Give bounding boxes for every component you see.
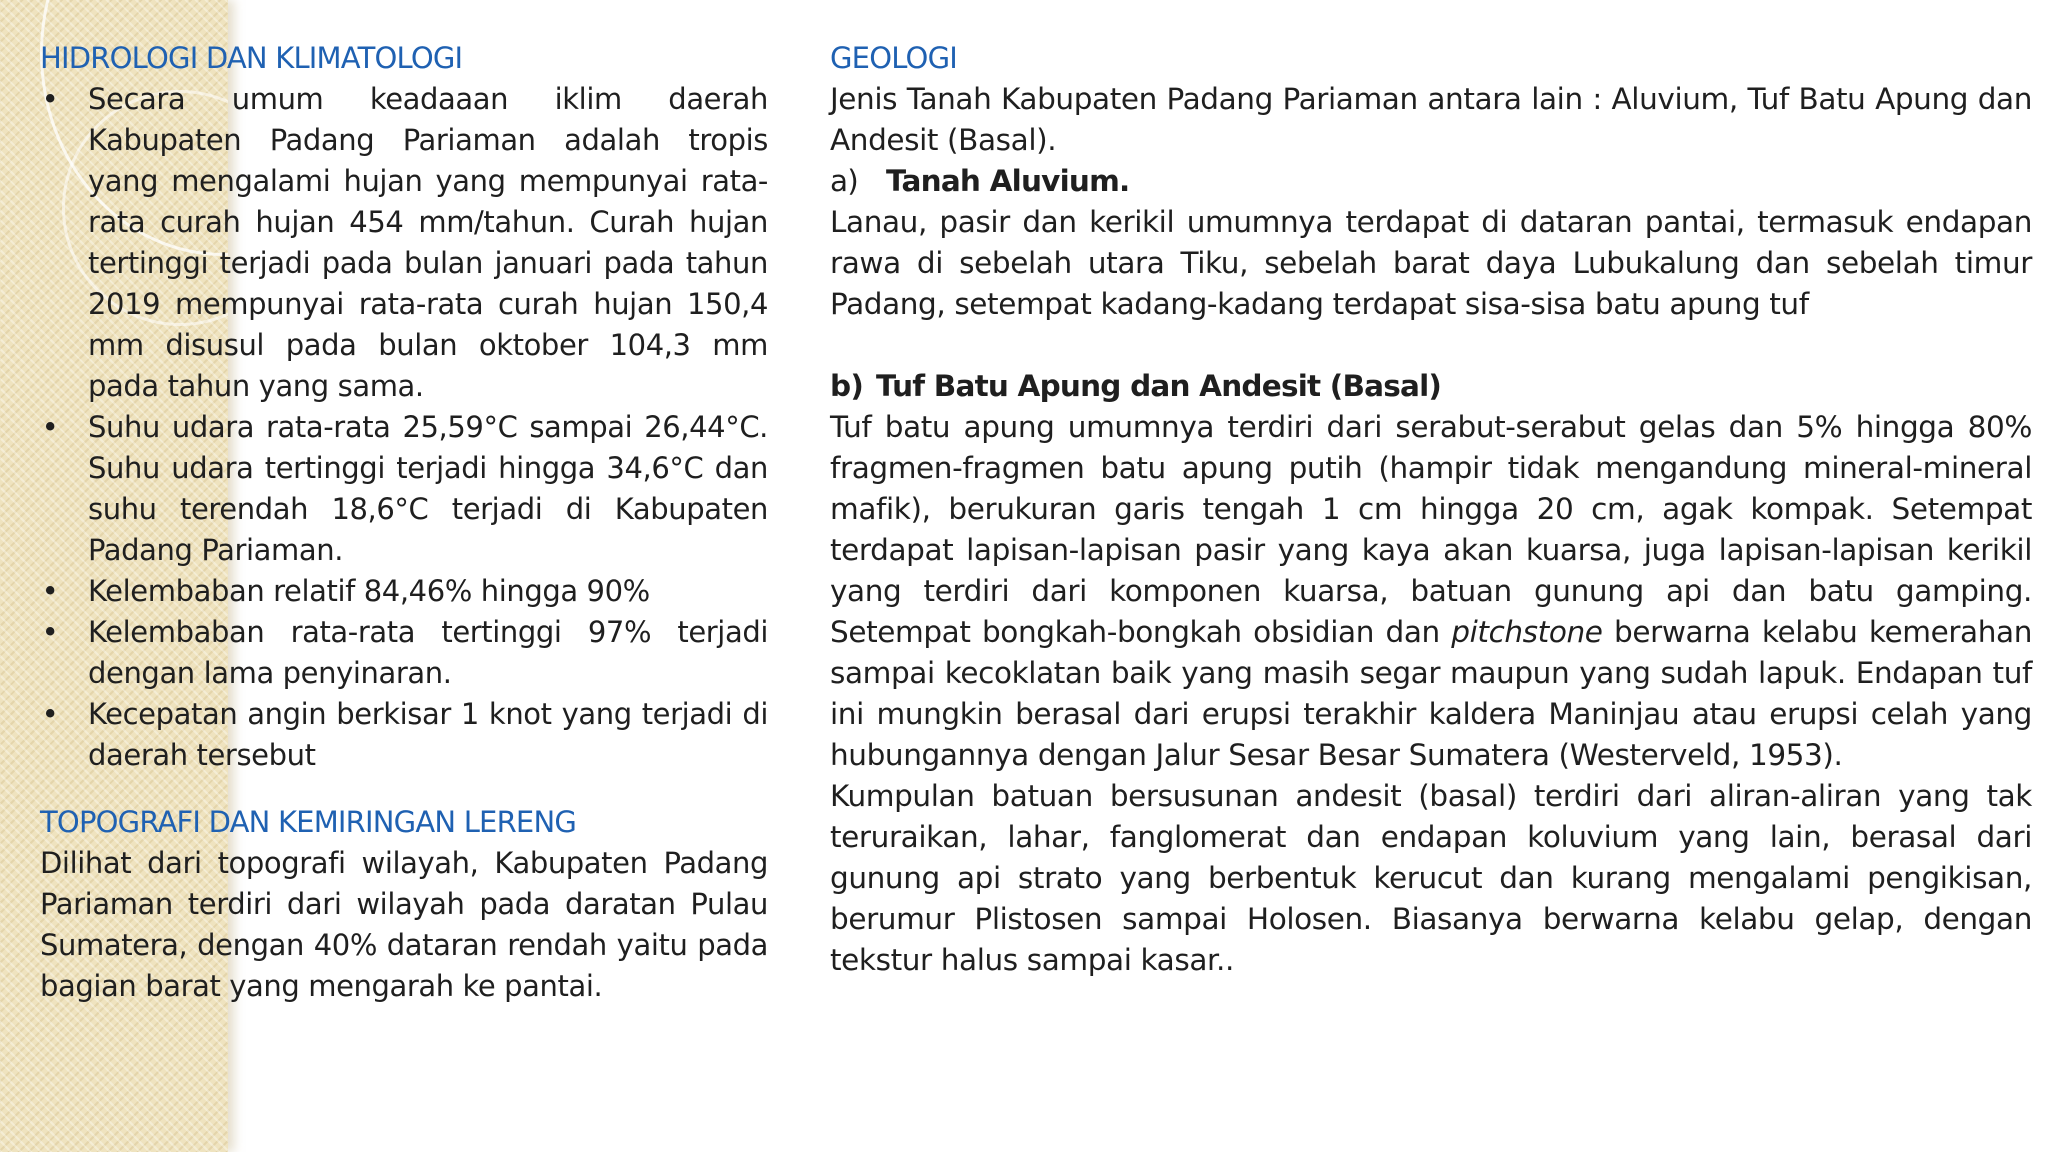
bullet-text: Kelembaban relatif 84,46% hingga 90% bbox=[88, 574, 650, 608]
section-b-text-part1: Tuf batu apung umumnya terdiri dari serabut-serabut gelas dan 5% hingga 80% fragmen-fragmen batu apung putih (hampir tidak mengandung mineral-mineral mafik), berukuran garis tengah 1 cm hingga 20 cm, agak kompak. Setempat terdapat lapisan-lapisan pasir yang kaya akan kuarsa, juga lapisan-lapisan kerikil yang terdiri dari komponen kuarsa, batuan gunung api dan batu gamping. Setempat bongkah-bongkah obsidian dan bbox=[830, 410, 2032, 649]
section-a-marker: a) bbox=[830, 164, 858, 198]
bullet-icon: • bbox=[41, 615, 59, 649]
section-b-marker: b) bbox=[830, 369, 863, 403]
bullet-item bbox=[40, 571, 768, 612]
bullet-item bbox=[40, 79, 768, 407]
bullet-item bbox=[40, 407, 768, 571]
bullet-icon: • bbox=[41, 410, 59, 444]
section-a-heading bbox=[830, 161, 2032, 202]
bullet-text: Secara umum keadaaan iklim daerah Kabupaten Padang Pariaman adalah tropis yang mengalami hujan yang mempunyai rata-rata curah hujan 454 mm/tahun. Curah hujan tertinggi terjadi pada bulan januari pada tahun 2019 mempunyai rata-rata curah hujan 150,4 mm disusul pada bulan oktober 104,3 mm pada tahun yang sama. bbox=[88, 82, 768, 403]
section-b-text-part2: berwarna kelabu kemerahan sampai kecoklatan baik yang masih segar maupun yang sudah lapuk. Endapan tuf ini mungkin berasal dari erupsi terakhir kaldera Maninjau atau erupsi celah yang hubungannya dengan Jalur Sesar Besar Sumatera (Westerveld, 1953). bbox=[830, 615, 2032, 772]
bullet-item bbox=[40, 612, 768, 694]
geology-heading: GEOLOGI bbox=[830, 41, 957, 75]
bullet-icon: • bbox=[41, 697, 59, 731]
bullet-icon: • bbox=[41, 82, 59, 116]
topography-paragraph: Dilihat dari topografi wilayah, Kabupaten Padang Pariaman terdiri dari wilayah pada daratan Pulau Sumatera, dengan 40% dataran rendah yaitu pada bagian barat yang mengarah ke pantai. bbox=[40, 846, 768, 1003]
section-a-title: Tanah Aluvium. bbox=[886, 164, 1130, 198]
topography-heading: TOPOGRAFI DAN KEMIRINGAN LERENG bbox=[40, 805, 577, 839]
bullet-item bbox=[40, 694, 768, 776]
paragraph-gap bbox=[830, 325, 2032, 366]
geology-intro: Jenis Tanah Kabupaten Padang Pariaman antara lain : Aluvium, Tuf Batu Apung dan Andesit (Basal). bbox=[830, 82, 2032, 157]
section-b-paragraph bbox=[830, 407, 2032, 776]
section-b-title: Tuf Batu Apung dan Andesit (Basal) bbox=[876, 369, 1442, 403]
section-b-paragraph-2: Kumpulan batuan bersusunan andesit (basal) terdiri dari aliran-aliran yang tak teruraikan, lahar, fanglomerat dan endapan koluvium yang lain, berasal dari gunung api strato yang berbentuk kerucut dan kurang mengalami pengikisan, berumur Plistosen sampai Holosen. Biasanya berwarna kelabu gelap, dengan tekstur halus sampai kasar.. bbox=[830, 779, 2032, 977]
section-b-italic-term: pitchstone bbox=[1451, 615, 1603, 649]
bullet-text: Kelembaban rata-rata tertinggi 97% terjadi dengan lama penyinaran. bbox=[88, 615, 768, 690]
left-column bbox=[40, 38, 768, 1007]
bullet-text: Suhu udara rata-rata 25,59°C sampai 26,44°C. Suhu udara tertinggi terjadi hingga 34,6°C dan suhu terendah 18,6°C terjadi di Kabupaten Padang Pariaman. bbox=[88, 410, 768, 567]
hydrology-heading: HIDROLOGI DAN KLIMATOLOGI bbox=[40, 41, 463, 75]
bullet-text: Kecepatan angin berkisar 1 knot yang terjadi di daerah tersebut bbox=[88, 697, 768, 772]
right-column bbox=[830, 38, 2032, 981]
bullet-icon: • bbox=[41, 574, 59, 608]
section-b-heading bbox=[830, 366, 2032, 407]
section-a-paragraph: Lanau, pasir dan kerikil umumnya terdapat di dataran pantai, termasuk endapan rawa di sebelah utara Tiku, sebelah barat daya Lubukalung dan sebelah timur Padang, setempat kadang-kadang terdapat sisa-sisa batu apung tuf bbox=[830, 205, 2032, 321]
climate-bullet-list bbox=[40, 79, 768, 776]
